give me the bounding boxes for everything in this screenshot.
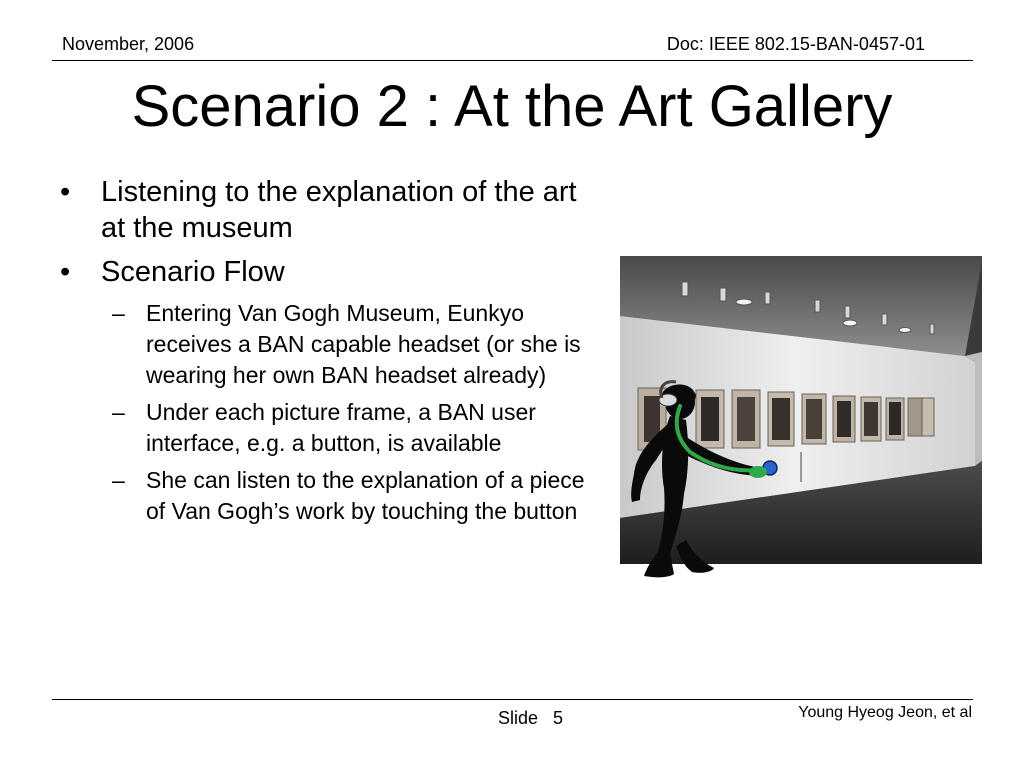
bullet-text: Scenario Flow (101, 256, 285, 288)
header-divider (52, 60, 973, 61)
bullet-marker: • (60, 176, 71, 208)
sub-bullet-text: Entering Van Gogh Museum, Eunkyo receives a BAN capable headset (or she is wearing her own BAN headset already) (146, 300, 581, 388)
dash-marker: – (112, 300, 125, 326)
slide-label: Slide (498, 708, 539, 728)
header-date: November, 2006 (62, 34, 195, 54)
bullet-item (60, 174, 600, 246)
sub-bullet-item (60, 465, 600, 527)
hand-device (749, 466, 767, 478)
header-doc-id: Doc: IEEE 802.15-BAN-0457-01 (666, 34, 925, 54)
dash-marker: – (112, 467, 125, 493)
sub-bullet-text: She can listen to the explanation of a piece of Van Gogh’s work by touching the button (146, 467, 585, 524)
bullet-marker: • (60, 256, 71, 288)
slide-body (60, 174, 600, 533)
bullet-text: Listening to the explanation of the art at the museum (101, 176, 577, 244)
bullet-item (60, 254, 600, 290)
sub-bullet-item (60, 397, 600, 459)
footer-author: Young Hyeog Jeon, et al (798, 704, 972, 721)
sub-bullet-item (60, 298, 600, 391)
slide-number-value: 5 (553, 708, 564, 728)
slide-number (498, 708, 563, 729)
footer-divider (52, 699, 973, 700)
slide-title: Scenario 2 : At the Art Gallery (131, 74, 893, 139)
sub-bullet-text: Under each picture frame, a BAN user interface, e.g. a button, is available (146, 399, 536, 456)
dash-marker: – (112, 399, 125, 425)
figure-silhouette (631, 385, 764, 578)
headset-figure-illustration (622, 376, 792, 586)
gallery-stanchion (800, 452, 802, 482)
